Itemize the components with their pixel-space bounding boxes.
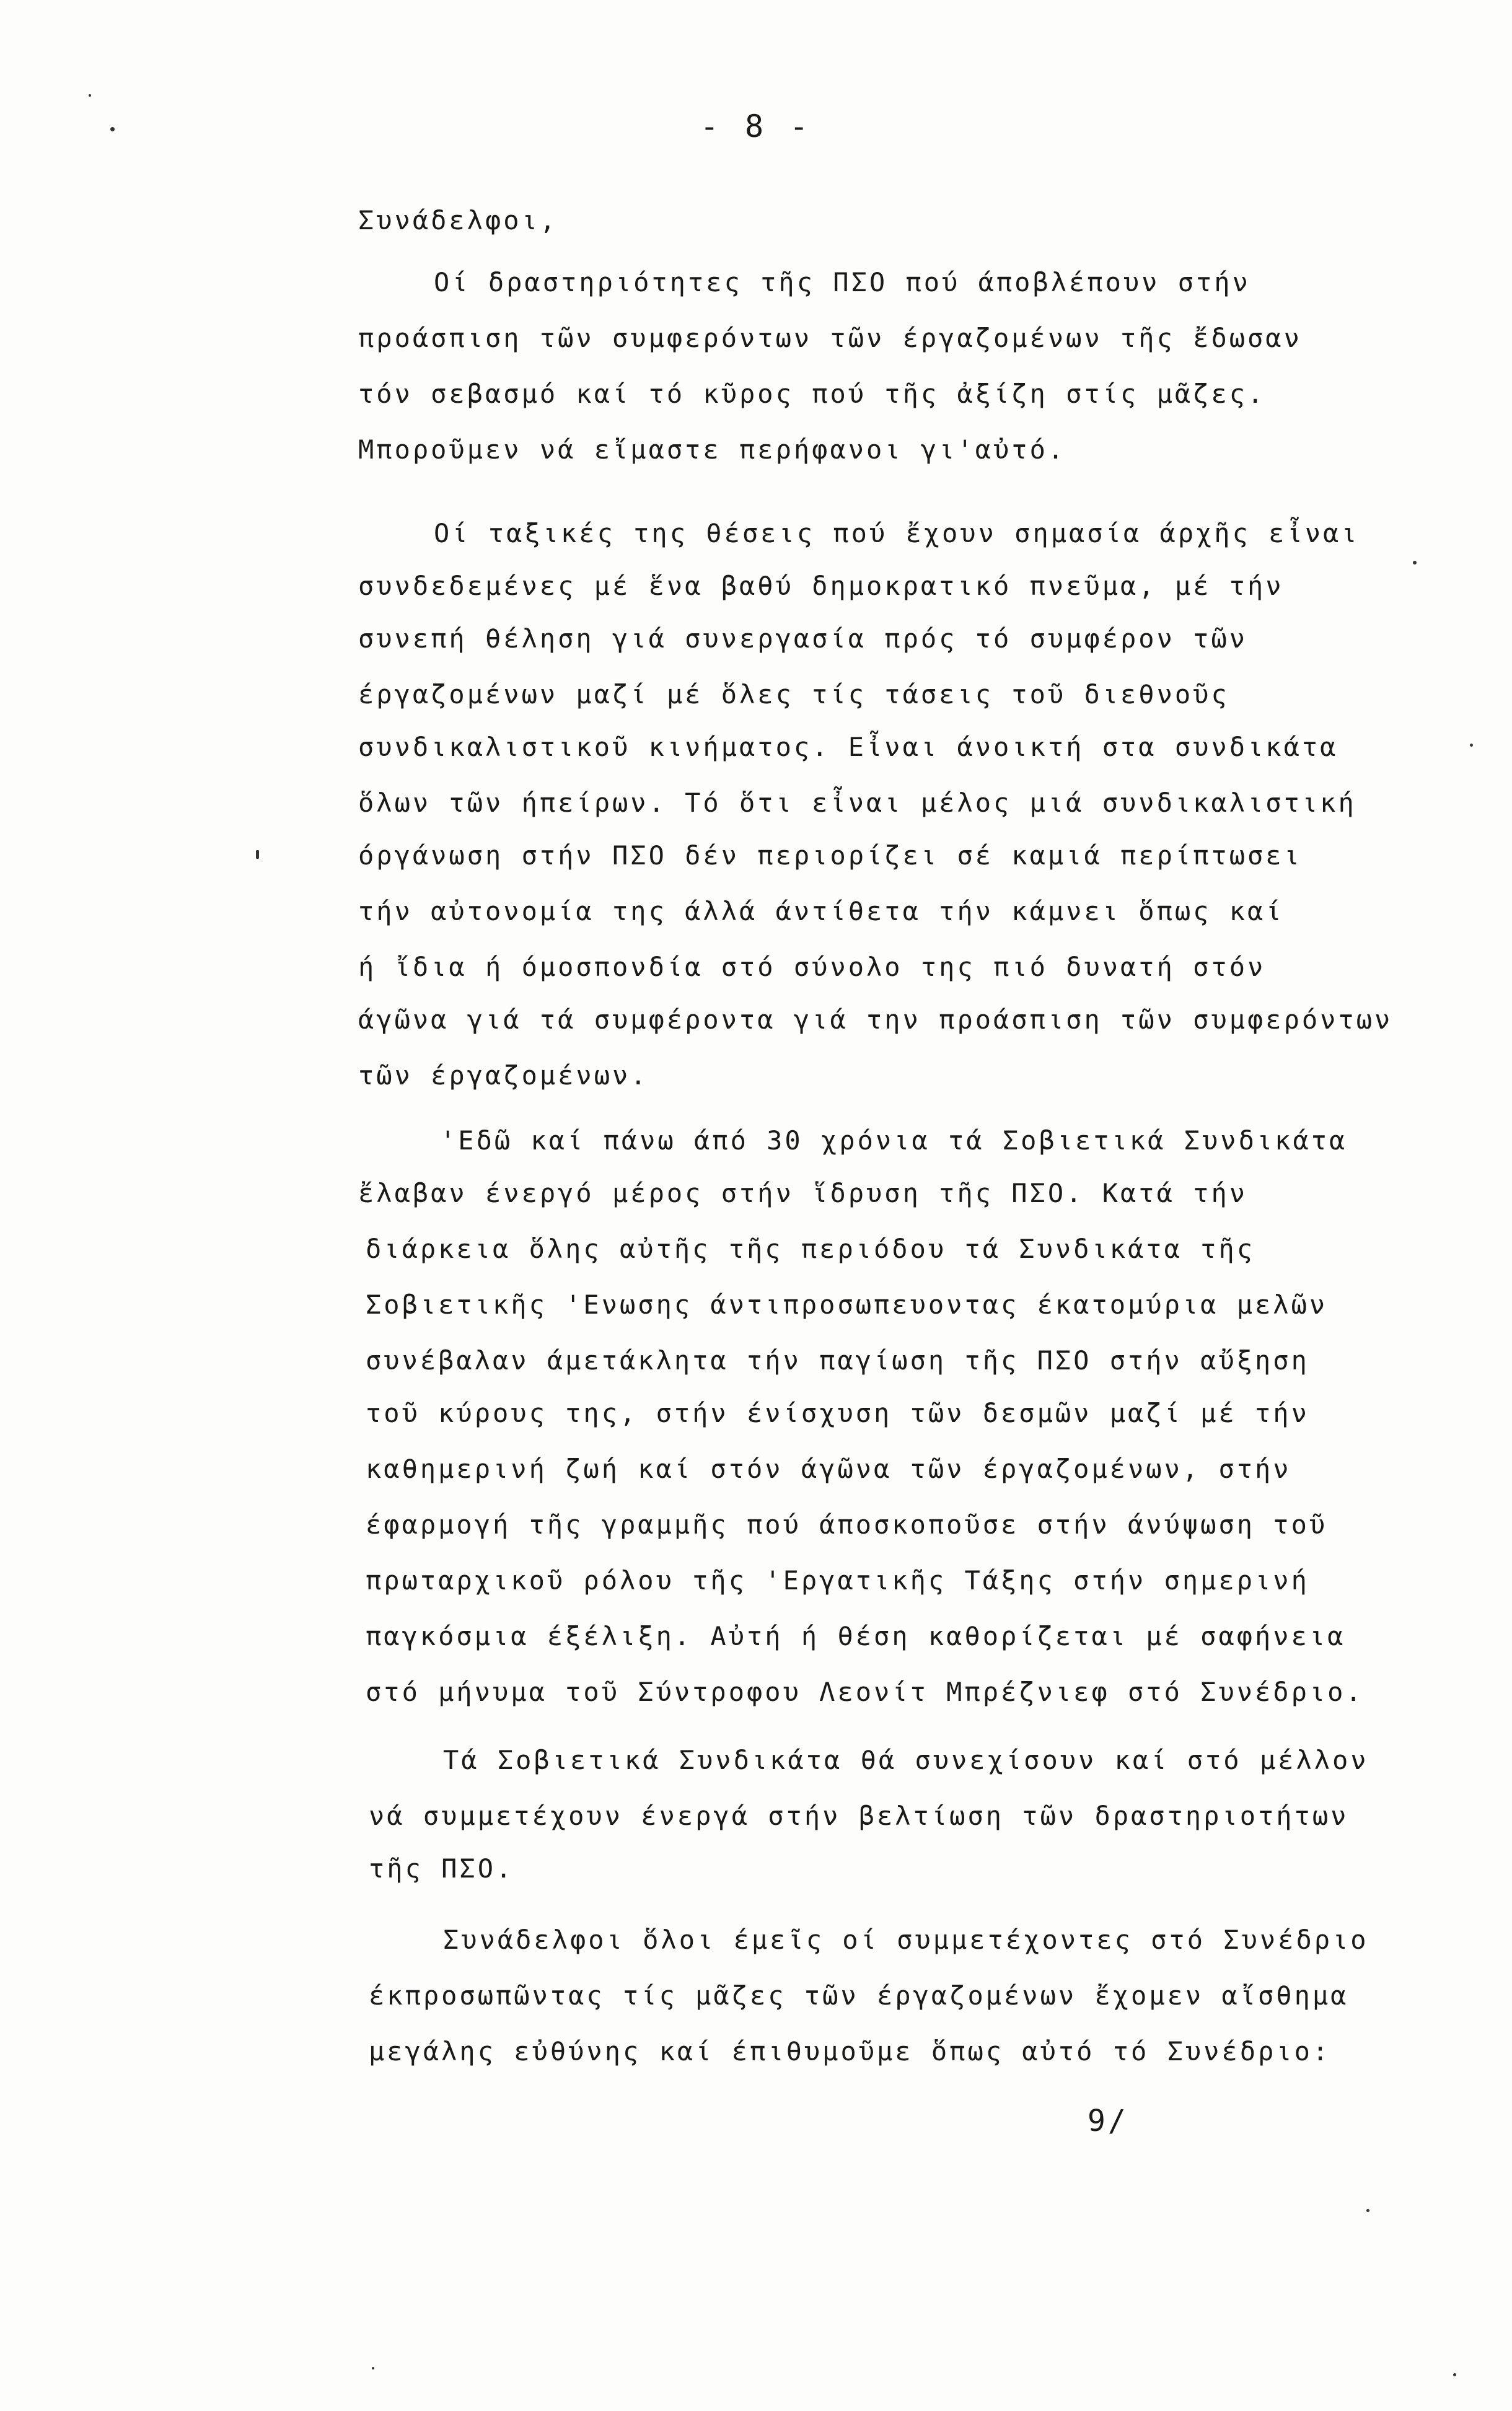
text-line: συνδεδεμένες μέ ἕνα βαθύ δημοκρατικό πνεῦμα, μέ τήν bbox=[358, 571, 1284, 601]
text-line: παγκόσμια έξέλιξη. Αὐτή ή θέση καθορίζεται μέ σαφήνεια bbox=[366, 1621, 1346, 1651]
scan-speck bbox=[89, 94, 91, 97]
text-line: νά συμμετέχουν ένεργά στήν βελτίωση τῶν δραστηριοτήτων bbox=[369, 1801, 1349, 1831]
text-line: μεγάλης εὐθύνης καί έπιθυμοῦμε ὅπως αὐτό τό Συνέδριο: bbox=[369, 2036, 1331, 2066]
scan-speck bbox=[1470, 744, 1473, 747]
text-line: Οί δραστηριότητες τῆς ΠΣΟ πού άποβλέπουν στήν bbox=[434, 267, 1250, 297]
scan-speck bbox=[1413, 561, 1417, 564]
text-line: άγῶνα γιά τά συμφέροντα γιά την προάσπιση τῶν συμφερόντων bbox=[358, 1004, 1393, 1035]
scan-speck bbox=[372, 2367, 374, 2369]
text-line: έργαζομένων μαζί μέ ὅλες τίς τάσεις τοῦ διεθνοῦς bbox=[358, 679, 1229, 709]
text-line: 'Εδῶ καί πάνω άπό 30 χρόνια τά Σοβιετικά Συνδικάτα bbox=[440, 1125, 1348, 1156]
scan-speck bbox=[1453, 2373, 1456, 2376]
text-line: ὅλων τῶν ήπείρων. Τό ὅτι εἶναι μέλος μιά συνδικαλιστική bbox=[358, 788, 1356, 818]
text-line: καθημερινή ζωή καί στόν άγῶνα τῶν έργαζομένων, στήν bbox=[366, 1454, 1291, 1484]
text-line: Τά Σοβιετικά Συνδικάτα θά συνεχίσουν καί στό μέλλον bbox=[443, 1745, 1369, 1775]
text-line: έφαρμογή τῆς γραμμῆς πού άποσκοποῦσε στήν άνύψωση τοῦ bbox=[366, 1509, 1328, 1540]
text-line: τήν αὐτονομία της άλλά άντίθετα τήν κάμνει ὅπως καί bbox=[358, 896, 1284, 926]
text-line: συνεπή θέληση γιά συνεργασία πρός τό συμφέρον τῶν bbox=[358, 623, 1248, 654]
text-line: διάρκεια ὅλης αὐτῆς τῆς περιόδου τά Συνδικάτα τῆς bbox=[366, 1234, 1255, 1264]
continuation-marker: 9/ bbox=[1088, 2104, 1128, 2138]
text-line: τῆς ΠΣΟ. bbox=[369, 1853, 514, 1884]
text-line: τόν σεβασμό καί τό κῦρος πού τῆς ἀξίζη στίς μᾶζες. bbox=[358, 379, 1266, 409]
text-line: Μποροῦμεν νά εἴμαστε περήφανοι γι'αὐτό. bbox=[358, 434, 1066, 465]
text-line: έκπροσωπῶντας τίς μᾶζες τῶν έργαζομένων ἔχομεν αἴσθημα bbox=[369, 1980, 1349, 2011]
scan-speck bbox=[110, 127, 115, 131]
text-line: τοῦ κύρους της, στήν ένίσχυση τῶν δεσμῶν μαζί μέ τήν bbox=[366, 1398, 1309, 1428]
text-line: στό μήνυμα τοῦ Σύντροφου Λεονίτ Μπρέζνιεφ στό Συνέδριο. bbox=[366, 1677, 1364, 1707]
text-line: πρωταρχικοῦ ρόλου τῆς 'Εργατικῆς Τάξης στήν σημερινή bbox=[366, 1565, 1309, 1596]
text-line: Σοβιετικῆς 'Ενωσης άντιπροσωπευοντας έκατομύρια μελῶν bbox=[366, 1289, 1328, 1320]
text-line: προάσπιση τῶν συμφερόντων τῶν έργαζομένων τῆς ἔδωσαν bbox=[358, 323, 1302, 353]
text-line: τῶν έργαζομένων. bbox=[358, 1060, 649, 1091]
scan-speck bbox=[256, 850, 259, 859]
text-line: ή ἴδια ή όμοσπονδία στό σύνολο της πιό δυνατή στόν bbox=[358, 952, 1266, 982]
salutation: Συνάδελφοι, bbox=[358, 205, 558, 235]
page-number: - 8 - bbox=[700, 108, 812, 144]
text-line: όργάνωση στήν ΠΣΟ δέν περιορίζει σέ καμιά περίπτωσει bbox=[358, 840, 1302, 871]
text-line: ἔλαβαν ένεργό μέρος στήν ἵδρυση τῆς ΠΣΟ. Κατά τήν bbox=[358, 1178, 1248, 1208]
text-line: Συνάδελφοι ὅλοι έμεῖς οί συμμετέχοντες στό Συνέδριο bbox=[443, 1925, 1369, 1955]
text-line: συνέβαλαν άμετάκλητα τήν παγίωση τῆς ΠΣΟ στήν αὔξηση bbox=[366, 1345, 1309, 1376]
scan-speck bbox=[1366, 2209, 1369, 2212]
text-line: συνδικαλιστικοῦ κινήματος. Εἶναι άνοικτή στα συνδικάτα bbox=[358, 732, 1338, 762]
text-line: Οί ταξικές της θέσεις πού ἔχουν σημασία άρχῆς εἶναι bbox=[434, 518, 1360, 548]
